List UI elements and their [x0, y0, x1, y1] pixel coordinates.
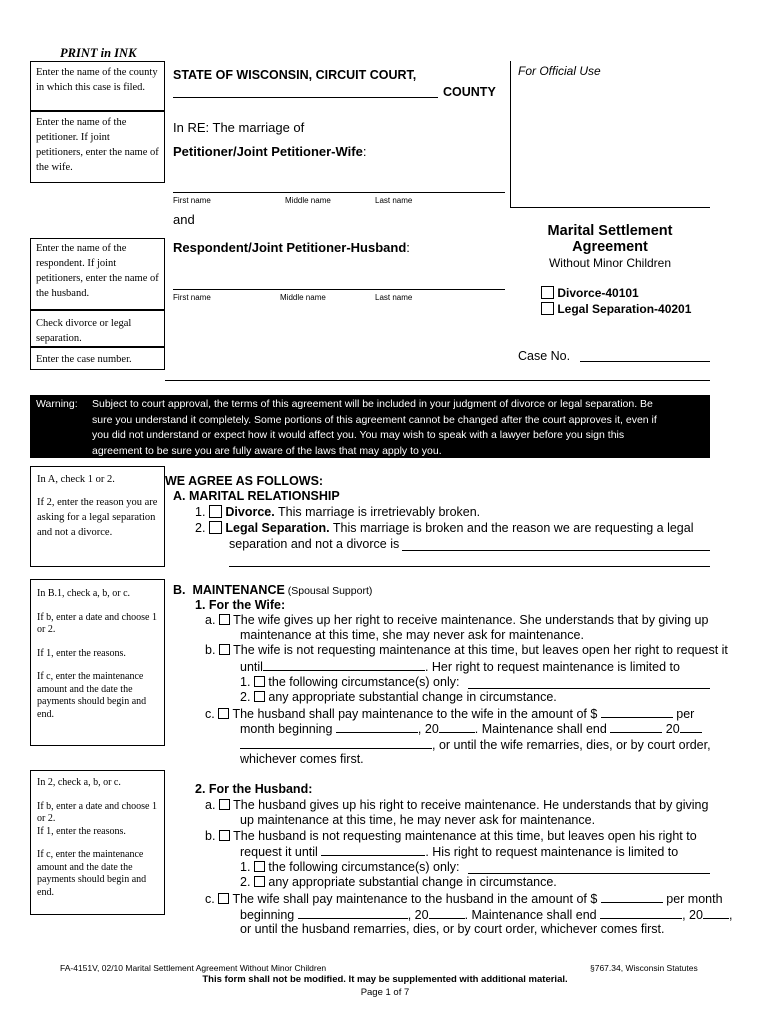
footer-notice: This form shall not be modified. It may be supplemented with additional material. [202, 974, 568, 985]
warning-text: Subject to court approval, the terms of this agreement will be included in your judgment of divorce or legal separation. Be sure you understand it completely. Some portions of this agreement cannot be changed after the court approves it, even if you did not understand or expect how it would affect you. You may wish to speak with a lawyer before you sign this agreement to be sure you are fully aware of the laws that may apply to you. [92, 398, 657, 457]
husband-b-option2: 2. any appropriate substantial change in circumstance. [240, 875, 557, 889]
agree-heading: WE AGREE AS FOLLOWS: [165, 474, 324, 488]
husband-b-option1: 1. the following circumstance(s) only: [240, 860, 460, 874]
b2-heading: 2. For the Husband: [195, 782, 313, 796]
in-re-label: In RE: The marriage of [173, 120, 305, 135]
hint-county: Enter the name of the county in which this case is filed. [30, 61, 165, 111]
option-a1: 1. Divorce. This marriage is irretrievably broken. [195, 505, 481, 519]
wife-amount-field[interactable] [601, 706, 673, 718]
case-number-field[interactable] [580, 361, 710, 362]
husband-b2-checkbox[interactable] [254, 876, 265, 887]
b1-heading: 1. For the Wife: [195, 598, 286, 612]
header-bottom-rule [165, 380, 710, 381]
husband-c-checkbox[interactable] [218, 893, 229, 904]
county-name-field[interactable] [173, 97, 438, 98]
statute-reference: §767.34, Wisconsin Statutes [590, 963, 698, 973]
wife-b-option1: 1. the following circumstance(s) only: [240, 675, 460, 689]
respondent-name-field[interactable] [173, 289, 505, 290]
wife-end-date-field-2[interactable] [240, 737, 432, 749]
separation-reason-field-2[interactable] [229, 566, 710, 567]
petitioner-first-name-label: First name [173, 196, 211, 205]
wife-option-c: c. The husband shall pay maintenance to the wife in the amount of $ per [205, 707, 695, 721]
husband-circumstances-field[interactable] [468, 873, 710, 874]
husband-c-or: or until the husband remarries, dies, or by court order, whichever comes first. [240, 922, 665, 936]
husband-option-c: c. The wife shall pay maintenance to the husband in the amount of $ per month [205, 892, 723, 906]
husband-begin-year-field[interactable] [429, 907, 465, 919]
a2-reason-label: separation and not a divorce is [229, 537, 400, 551]
petitioner-last-name-label: Last name [375, 196, 413, 205]
wife-begin-year-field[interactable] [439, 721, 475, 733]
respondent-label: Respondent/Joint Petitioner-Husband: [173, 240, 410, 255]
divorce-checkbox[interactable] [541, 286, 554, 299]
husband-c-dates: beginning , 20 . Maintenance shall end , 20 , [240, 908, 733, 922]
wife-b1-checkbox[interactable] [254, 676, 265, 687]
official-use-bottom-line [510, 207, 710, 208]
hint-section-b2: In 2, check a, b, or c. If b, enter a date and choose 1 or 2. If 1, enter the reasons. If c, enter the maintenance amount and the date the payments should begin and end. [30, 770, 165, 915]
hint-check-type: Check divorce or legal separation. [30, 310, 165, 347]
warning-banner [30, 395, 710, 458]
husband-begin-date-field[interactable] [298, 907, 408, 919]
petitioner-name-field[interactable] [173, 192, 505, 193]
separation-reason-field[interactable] [402, 550, 710, 551]
husband-b1-checkbox[interactable] [254, 861, 265, 872]
hint-section-a: In A, check 1 or 2. If 2, enter the reason you are asking for a legal separation and not a divorce. [30, 466, 165, 567]
wife-b-option2: 2. any appropriate substantial change in circumstance. [240, 690, 557, 704]
petitioner-label: Petitioner/Joint Petitioner-Wife: [173, 144, 367, 159]
divorce-option[interactable]: Divorce-40101 [541, 286, 639, 300]
county-label: COUNTY [443, 85, 496, 99]
form-title: Marital Settlement Agreement [547, 223, 673, 255]
wife-c-dates: month beginning , 20 . Maintenance shall end 20 [240, 721, 702, 737]
warning-label: Warning: [36, 398, 78, 410]
form-subtitle: Without Minor Children [548, 256, 672, 270]
divorce-a1-checkbox[interactable] [209, 505, 222, 518]
petitioner-middle-name-label: Middle name [285, 196, 331, 205]
case-no-label: Case No. [518, 349, 571, 363]
page-number: Page 1 of 7 [360, 987, 410, 998]
separation-checkbox[interactable] [541, 302, 554, 315]
husband-a-checkbox[interactable] [219, 799, 230, 810]
wife-b2-checkbox[interactable] [254, 691, 265, 702]
hint-petitioner: Enter the name of the petitioner. If joint petitioners, enter the name of the wife. [30, 111, 165, 183]
hint-case-number: Enter the case number. [30, 347, 165, 370]
wife-option-b: b. The wife is not requesting maintenance at this time, but leaves open her right to request it [205, 643, 728, 657]
respondent-middle-name-label: Middle name [280, 293, 326, 302]
wife-option-a: a. The wife gives up her right to receive maintenance. She understands that by giving up [205, 613, 709, 627]
husband-b-until: request it until . His right to request maintenance is limited to [240, 845, 679, 859]
wife-a-continuation: maintenance at this time, she may never ask for maintenance. [240, 628, 584, 642]
wife-b-until: until . Her right to request maintenance is limited to [240, 660, 680, 674]
wife-a-checkbox[interactable] [219, 614, 230, 625]
husband-option-a: a. The husband gives up his right to receive maintenance. He understands that by giving [205, 798, 709, 812]
wife-c-or: , or until the wife remarries, dies, or by court order, [240, 737, 711, 753]
wife-until-date-field[interactable] [263, 659, 425, 671]
respondent-first-name-label: First name [173, 293, 211, 302]
section-a-heading: A. MARITAL RELATIONSHIP [173, 489, 340, 503]
wife-begin-date-field[interactable] [336, 721, 418, 733]
husband-b-checkbox[interactable] [219, 830, 230, 841]
form-id: FA-4151V, 02/10 Marital Settlement Agreement Without Minor Children [60, 963, 327, 973]
official-use-label: For Official Use [518, 64, 601, 78]
print-in-ink-note: PRINT in INK [60, 46, 137, 60]
section-b-heading: B. MAINTENANCE (Spousal Support) [173, 583, 373, 597]
wife-end-year-field[interactable] [680, 721, 702, 733]
wife-c-checkbox[interactable] [218, 708, 229, 719]
and-label: and [173, 212, 195, 227]
wife-circumstances-field[interactable] [468, 688, 710, 689]
option-a2: 2. Legal Separation. This marriage is broken and the reason we are requesting a legal [195, 521, 694, 535]
husband-until-date-field[interactable] [321, 844, 425, 856]
separation-option[interactable]: Legal Separation-40201 [541, 302, 691, 316]
wife-end-date-field[interactable] [610, 721, 662, 733]
husband-end-date-field[interactable] [600, 907, 682, 919]
hint-section-b1: In B.1, check a, b, or c. If b, enter a date and choose 1 or 2. If 1, enter the reasons. If c, enter the maintenance amount and the date the payments should begin and end. [30, 579, 165, 746]
court-title: STATE OF WISCONSIN, CIRCUIT COURT, [173, 68, 417, 82]
wife-b-checkbox[interactable] [219, 644, 230, 655]
respondent-last-name-label: Last name [375, 293, 413, 302]
wife-c-whichever: whichever comes first. [240, 752, 364, 766]
hint-respondent: Enter the name of the respondent. If joint petitioners, enter the name of the husband. [30, 238, 165, 310]
caption-divider [510, 61, 511, 208]
husband-a-continuation: up maintenance at this time, he may never ask for maintenance. [240, 813, 596, 827]
husband-amount-field[interactable] [601, 891, 663, 903]
husband-option-b: b. The husband is not requesting maintenance at this time, but leaves open his right to [205, 829, 697, 843]
separation-a2-checkbox[interactable] [209, 521, 222, 534]
husband-end-year-field[interactable] [703, 907, 729, 919]
